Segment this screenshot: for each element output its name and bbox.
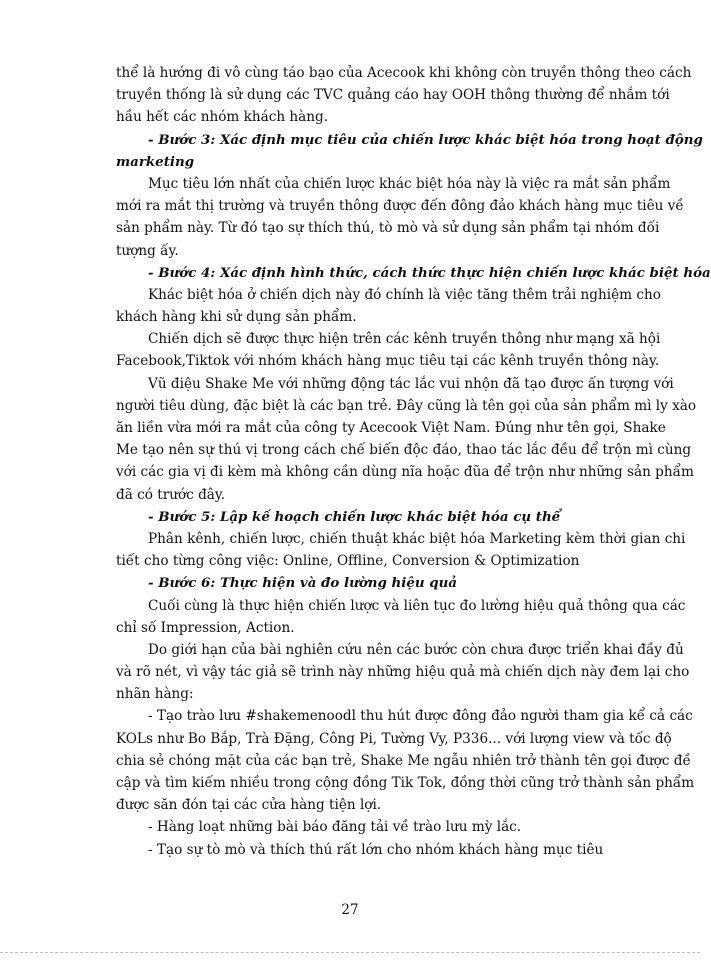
bullet-line: - Tạo trào lưu #shakemenoodl thu hút được đông đảo người tham gia kể cả các	[148, 708, 693, 725]
text-line: ăn liền vừa mới ra mắt của công ty Acecook Việt Nam. Đúng như tên gọi, Shake	[116, 420, 666, 436]
text-line: cập và tìm kiếm nhiều trong cộng đồng Tik Tok, đồng thời cũng trở thành sản phẩm	[116, 775, 695, 791]
text-line: với các gia vị đi kèm mà không cần dùng nĩa hoặc đũa để trộn như những sản phẩm	[116, 464, 694, 481]
text-line: và rõ nét, vì vậy tác giả sẽ trình này những hiệu quả mà chiến dịch này đem lại cho	[116, 664, 690, 681]
step-5-heading: - Bước 5: Lập kế hoạch chiến lược khác biệt hóa cụ thể	[148, 508, 561, 525]
text-line: chỉ số Impression, Action.	[116, 619, 295, 636]
text-line: đã có trước đây.	[116, 486, 226, 503]
text-line: người tiêu dùng, đặc biệt là các bạn trẻ. Đây cũng là tên gọi của sản phẩm mì ly xào	[116, 397, 697, 414]
text-line: Khác biệt hóa ở chiến dịch này đó chính là việc tăng thêm trải nghiệm cho	[148, 286, 661, 303]
text-line: nhãn hàng:	[116, 686, 194, 703]
bullet-line: - Tạo sự tò mò và thích thú rất lớn cho nhóm khách hàng mục tiêu	[148, 841, 604, 858]
text-line: Chiến dịch sẽ được thực hiện trên các kênh truyền thông như mạng xã hội	[148, 331, 661, 348]
text-line: truyền thống là sử dụng các TVC quảng cáo hay OOH thông thường để nhắm tới	[116, 87, 670, 104]
text-line: Cuối cùng là thực hiện chiến lược và liên tục đo lường hiệu quả thông qua các	[148, 597, 686, 614]
step-3-heading: - Bước 3: Xác định mục tiêu của chiến lược khác biệt hóa trong hoạt động	[148, 131, 703, 148]
bullet-line: - Hàng loạt những bài báo đăng tải về trào lưu mỳ lắc.	[148, 819, 522, 836]
text-line: Mục tiêu lớn nhất của chiến lược khác biệt hóa này là việc ra mắt sản phẩm	[148, 175, 671, 192]
text-line: được săn đón tại các cửa hàng tiện lợi.	[116, 797, 382, 814]
page-number: 27	[341, 902, 359, 918]
step-6-heading: - Bước 6: Thực hiện và đo lường hiệu quả	[148, 575, 458, 592]
text-line: tiết cho từng công việc: Online, Offline, Conversion & Optimization	[116, 553, 580, 570]
text-line: Do giới hạn của bài nghiên cứu nên các bước còn chưa được triển khai đầy đủ	[148, 641, 684, 658]
text-line: chia sẻ chóng mặt của các bạn trẻ, Shake Me ngẫu nhiên trở thành tên gọi được đề	[116, 752, 691, 769]
text-line: khách hàng khi sử dụng sản phẩm.	[116, 309, 357, 326]
text-line: Phân kênh, chiến lược, chiến thuật khác biệt hóa Marketing kèm thời gian chi	[148, 530, 686, 547]
step-4-heading: - Bước 4: Xác định hình thức, cách thức thực hiện chiến lược khác biệt hóa	[148, 264, 711, 281]
text-line: hầu hết các nhóm khách hàng.	[116, 109, 329, 126]
text-line: sản phẩm này. Từ đó tạo sự thích thú, tò mò và sử dụng sản phẩm tại nhóm đối	[116, 220, 660, 237]
page-content	[116, 62, 711, 861]
text-line: mới ra mắt thị trường và truyền thông được đến đông đảo khách hàng mục tiêu về	[116, 198, 684, 215]
text-line: KOLs như Bo Bắp, Trà Đặng, Công Pi, Tường Vy, P336... với lượng view và tốc độ	[116, 730, 672, 747]
text-line: Vũ điệu Shake Me với những động tác lắc vui nhộn đã tạo được ấn tượng với	[148, 375, 674, 392]
page-bottom-divider	[0, 952, 700, 953]
text-line: Facebook,Tiktok với nhóm khách hàng mục tiêu tại các kênh truyền thông này.	[116, 353, 660, 370]
text-line: tượng ấy.	[116, 242, 179, 259]
text-line: Me tạo nên sự thú vị trong cách chế biến độc đáo, thao tác lắc đều để trộn mì cùng	[116, 442, 692, 459]
text-line: thể là hướng đi vô cùng táo bạo của Acecook khi không còn truyền thông theo cách	[116, 65, 692, 81]
step-3-heading-cont: marketing	[116, 153, 195, 170]
